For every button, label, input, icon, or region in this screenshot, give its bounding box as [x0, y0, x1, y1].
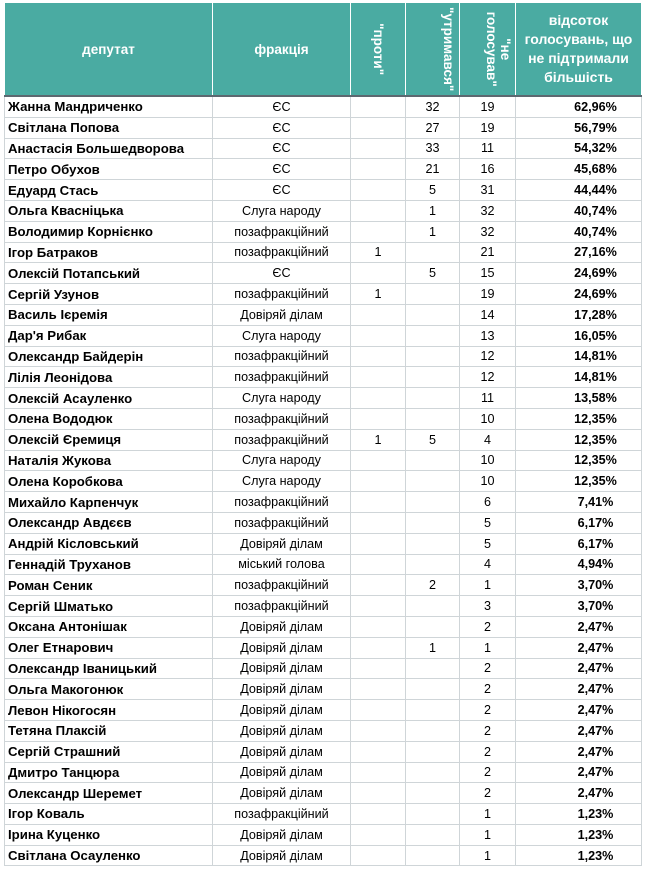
table-row [5, 96, 642, 117]
abstained-cell: 1 [406, 200, 460, 221]
header-against-label: "проти" [371, 23, 387, 76]
deputy-name: Олексій Єремиця [5, 429, 213, 450]
against-cell [351, 824, 406, 845]
percent-cell: 7,41% [516, 492, 642, 513]
against-cell [351, 783, 406, 804]
not-voted-cell: 19 [460, 117, 516, 138]
against-cell [351, 408, 406, 429]
deputy-name: Левон Нікогосян [5, 700, 213, 721]
table-row [5, 284, 642, 305]
deputy-name: Анастасія Большедворова [5, 138, 213, 159]
percent-cell: 1,23% [516, 804, 642, 825]
deputy-name: Олексій Потапський [5, 263, 213, 284]
table-row [5, 117, 642, 138]
percent-cell: 6,17% [516, 512, 642, 533]
faction-cell: позафракційний [213, 596, 351, 617]
faction-cell: Слуга народу [213, 325, 351, 346]
abstained-cell: 27 [406, 117, 460, 138]
percent-cell: 2,47% [516, 616, 642, 637]
percent-cell: 56,79% [516, 117, 642, 138]
table-row [5, 492, 642, 513]
against-cell [351, 554, 406, 575]
against-cell [351, 596, 406, 617]
faction-cell: ЄС [213, 180, 351, 201]
deputy-name: Олександр Байдерін [5, 346, 213, 367]
deputy-name: Михайло Карпенчук [5, 492, 213, 513]
table-body [5, 96, 642, 866]
faction-cell: ЄС [213, 263, 351, 284]
abstained-cell [406, 741, 460, 762]
table-row [5, 616, 642, 637]
deputy-name: Володимир Корнієнко [5, 221, 213, 242]
faction-cell: Довіряй ділам [213, 845, 351, 866]
percent-cell: 2,47% [516, 658, 642, 679]
abstained-cell [406, 304, 460, 325]
percent-cell: 14,81% [516, 367, 642, 388]
table-row [5, 845, 642, 866]
table-row [5, 804, 642, 825]
against-cell [351, 117, 406, 138]
not-voted-cell: 5 [460, 533, 516, 554]
abstained-cell: 5 [406, 429, 460, 450]
table-row [5, 263, 642, 284]
against-cell [351, 575, 406, 596]
deputy-name: Світлана Попова [5, 117, 213, 138]
not-voted-cell: 10 [460, 450, 516, 471]
percent-cell: 1,23% [516, 845, 642, 866]
percent-cell: 2,47% [516, 762, 642, 783]
percent-cell: 4,94% [516, 554, 642, 575]
table-row [5, 450, 642, 471]
against-cell [351, 471, 406, 492]
faction-cell: Довіряй ділам [213, 533, 351, 554]
percent-cell: 2,47% [516, 679, 642, 700]
against-cell: 1 [351, 242, 406, 263]
faction-cell: ЄС [213, 138, 351, 159]
percent-cell: 24,69% [516, 263, 642, 284]
deputy-name: Геннадій Труханов [5, 554, 213, 575]
table-row [5, 367, 642, 388]
abstained-cell: 1 [406, 221, 460, 242]
table-row [5, 138, 642, 159]
percent-cell: 40,74% [516, 221, 642, 242]
percent-cell: 54,32% [516, 138, 642, 159]
abstained-cell: 32 [406, 96, 460, 117]
abstained-cell [406, 408, 460, 429]
deputy-name: Ольга Макогонюк [5, 679, 213, 700]
table-row [5, 408, 642, 429]
abstained-cell: 33 [406, 138, 460, 159]
not-voted-cell: 11 [460, 388, 516, 409]
not-voted-cell: 2 [460, 679, 516, 700]
deputy-name: Петро Обухов [5, 159, 213, 180]
abstained-cell [406, 325, 460, 346]
against-cell [351, 762, 406, 783]
against-cell [351, 346, 406, 367]
abstained-cell [406, 679, 460, 700]
header-not-voted [460, 3, 516, 97]
against-cell [351, 388, 406, 409]
abstained-cell [406, 284, 460, 305]
not-voted-cell: 19 [460, 284, 516, 305]
deputy-name: Олексій Асауленко [5, 388, 213, 409]
deputy-name: Олександр Іваницький [5, 658, 213, 679]
deputy-name: Андрій Кісловський [5, 533, 213, 554]
header-percent-label: відсоток голосувань, що не підтримали більшість [524, 12, 633, 85]
percent-cell: 40,74% [516, 200, 642, 221]
abstained-cell [406, 824, 460, 845]
percent-cell: 6,17% [516, 533, 642, 554]
against-cell [351, 845, 406, 866]
percent-cell: 17,28% [516, 304, 642, 325]
abstained-cell [406, 700, 460, 721]
voting-table [4, 2, 642, 866]
not-voted-cell: 10 [460, 408, 516, 429]
faction-cell: Слуга народу [213, 471, 351, 492]
not-voted-cell: 11 [460, 138, 516, 159]
faction-cell: позафракційний [213, 804, 351, 825]
not-voted-cell: 31 [460, 180, 516, 201]
against-cell [351, 700, 406, 721]
faction-cell: Довіряй ділам [213, 304, 351, 325]
abstained-cell [406, 512, 460, 533]
against-cell [351, 304, 406, 325]
table-row [5, 533, 642, 554]
faction-cell: Довіряй ділам [213, 824, 351, 845]
table-row [5, 741, 642, 762]
deputy-name: Олена Коробкова [5, 471, 213, 492]
deputy-name: Жанна Мандриченко [5, 96, 213, 117]
not-voted-cell: 1 [460, 637, 516, 658]
percent-cell: 24,69% [516, 284, 642, 305]
not-voted-cell: 2 [460, 700, 516, 721]
table-row [5, 596, 642, 617]
against-cell [351, 367, 406, 388]
against-cell [351, 658, 406, 679]
deputy-name: Сергій Страшний [5, 741, 213, 762]
deputy-name: Дар'я Рибак [5, 325, 213, 346]
deputy-name: Оксана Антонішак [5, 616, 213, 637]
table-row [5, 388, 642, 409]
deputy-name: Тетяна Плаксій [5, 720, 213, 741]
percent-cell: 3,70% [516, 596, 642, 617]
abstained-cell [406, 242, 460, 263]
table-row [5, 637, 642, 658]
against-cell: 1 [351, 429, 406, 450]
faction-cell: Слуга народу [213, 388, 351, 409]
against-cell [351, 492, 406, 513]
deputy-name: Дмитро Танцюра [5, 762, 213, 783]
not-voted-cell: 15 [460, 263, 516, 284]
percent-cell: 27,16% [516, 242, 642, 263]
percent-cell: 45,68% [516, 159, 642, 180]
deputy-name: Ігор Коваль [5, 804, 213, 825]
faction-cell: позафракційний [213, 512, 351, 533]
deputy-name: Олег Етнарович [5, 637, 213, 658]
faction-cell: Слуга народу [213, 450, 351, 471]
not-voted-cell: 1 [460, 845, 516, 866]
faction-cell: Довіряй ділам [213, 720, 351, 741]
deputy-name: Наталія Жукова [5, 450, 213, 471]
not-voted-cell: 2 [460, 616, 516, 637]
abstained-cell [406, 658, 460, 679]
abstained-cell [406, 450, 460, 471]
deputy-name: Олександр Шеремет [5, 783, 213, 804]
percent-cell: 1,23% [516, 824, 642, 845]
abstained-cell [406, 804, 460, 825]
not-voted-cell: 1 [460, 804, 516, 825]
not-voted-cell: 2 [460, 741, 516, 762]
not-voted-cell: 32 [460, 200, 516, 221]
against-cell [351, 325, 406, 346]
not-voted-cell: 2 [460, 762, 516, 783]
not-voted-cell: 1 [460, 824, 516, 845]
percent-cell: 2,47% [516, 720, 642, 741]
header-deputy: депутат [5, 3, 213, 97]
header-abstained [406, 3, 460, 97]
faction-cell: Довіряй ділам [213, 658, 351, 679]
against-cell [351, 512, 406, 533]
percent-cell: 2,47% [516, 741, 642, 762]
faction-cell: Довіряй ділам [213, 679, 351, 700]
deputy-name: Сергій Шматько [5, 596, 213, 617]
not-voted-cell: 16 [460, 159, 516, 180]
against-cell [351, 804, 406, 825]
deputy-name: Ольга Квасніцька [5, 200, 213, 221]
abstained-cell: 2 [406, 575, 460, 596]
deputy-name: Світлана Осауленко [5, 845, 213, 866]
abstained-cell: 5 [406, 180, 460, 201]
faction-cell: позафракційний [213, 408, 351, 429]
faction-cell: Слуга народу [213, 200, 351, 221]
against-cell [351, 180, 406, 201]
percent-cell: 12,35% [516, 429, 642, 450]
not-voted-cell: 12 [460, 367, 516, 388]
abstained-cell [406, 845, 460, 866]
abstained-cell [406, 492, 460, 513]
table-row [5, 783, 642, 804]
abstained-cell: 5 [406, 263, 460, 284]
abstained-cell [406, 616, 460, 637]
table-row [5, 242, 642, 263]
faction-cell: Довіряй ділам [213, 700, 351, 721]
table-row [5, 304, 642, 325]
percent-cell: 2,47% [516, 700, 642, 721]
abstained-cell [406, 367, 460, 388]
not-voted-cell: 4 [460, 554, 516, 575]
faction-cell: ЄС [213, 159, 351, 180]
against-cell [351, 200, 406, 221]
table-row [5, 471, 642, 492]
not-voted-cell: 4 [460, 429, 516, 450]
faction-cell: позафракційний [213, 242, 351, 263]
not-voted-cell: 3 [460, 596, 516, 617]
percent-cell: 12,35% [516, 408, 642, 429]
abstained-cell [406, 762, 460, 783]
not-voted-cell: 13 [460, 325, 516, 346]
percent-cell: 12,35% [516, 450, 642, 471]
against-cell [351, 533, 406, 554]
not-voted-cell: 12 [460, 346, 516, 367]
not-voted-cell: 10 [460, 471, 516, 492]
against-cell [351, 159, 406, 180]
deputy-name: Роман Сеник [5, 575, 213, 596]
table-row [5, 824, 642, 845]
table-row [5, 159, 642, 180]
percent-cell: 2,47% [516, 783, 642, 804]
faction-cell: позафракційний [213, 284, 351, 305]
percent-cell: 2,47% [516, 637, 642, 658]
percent-cell: 13,58% [516, 388, 642, 409]
abstained-cell: 1 [406, 637, 460, 658]
against-cell [351, 263, 406, 284]
deputy-name: Олександр Авдєєв [5, 512, 213, 533]
faction-cell: позафракційний [213, 429, 351, 450]
table-row [5, 346, 642, 367]
header-against [351, 3, 406, 97]
faction-cell: міський голова [213, 554, 351, 575]
deputy-name: Едуард Стась [5, 180, 213, 201]
not-voted-cell: 32 [460, 221, 516, 242]
table-row [5, 180, 642, 201]
faction-cell: Довіряй ділам [213, 637, 351, 658]
abstained-cell [406, 720, 460, 741]
not-voted-cell: 2 [460, 783, 516, 804]
not-voted-cell: 19 [460, 96, 516, 117]
faction-cell: позафракційний [213, 346, 351, 367]
against-cell [351, 741, 406, 762]
voting-table-container [4, 2, 641, 866]
table-header-row [5, 3, 642, 97]
deputy-name: Ігор Батраков [5, 242, 213, 263]
deputy-name: Василь Ієремія [5, 304, 213, 325]
faction-cell: Довіряй ділам [213, 762, 351, 783]
percent-cell: 44,44% [516, 180, 642, 201]
table-row [5, 658, 642, 679]
percent-cell: 12,35% [516, 471, 642, 492]
faction-cell: позафракційний [213, 492, 351, 513]
not-voted-cell: 14 [460, 304, 516, 325]
against-cell: 1 [351, 284, 406, 305]
not-voted-cell: 2 [460, 658, 516, 679]
faction-cell: Довіряй ділам [213, 616, 351, 637]
deputy-name: Лілія Леонідова [5, 367, 213, 388]
against-cell [351, 138, 406, 159]
percent-cell: 62,96% [516, 96, 642, 117]
faction-cell: Довіряй ділам [213, 783, 351, 804]
deputy-name: Сергій Узунов [5, 284, 213, 305]
faction-cell: позафракційний [213, 221, 351, 242]
header-abstained-label: "утримався" [441, 7, 457, 92]
abstained-cell [406, 533, 460, 554]
abstained-cell: 21 [406, 159, 460, 180]
table-row [5, 512, 642, 533]
against-cell [351, 637, 406, 658]
table-row [5, 325, 642, 346]
against-cell [351, 720, 406, 741]
against-cell [351, 221, 406, 242]
not-voted-cell: 21 [460, 242, 516, 263]
against-cell [351, 450, 406, 471]
deputy-name: Олена Вододюк [5, 408, 213, 429]
not-voted-cell: 6 [460, 492, 516, 513]
not-voted-cell: 5 [460, 512, 516, 533]
abstained-cell [406, 783, 460, 804]
against-cell [351, 616, 406, 637]
table-row [5, 762, 642, 783]
faction-cell: позафракційний [213, 575, 351, 596]
abstained-cell [406, 346, 460, 367]
table-row [5, 221, 642, 242]
not-voted-cell: 2 [460, 720, 516, 741]
abstained-cell [406, 471, 460, 492]
percent-cell: 14,81% [516, 346, 642, 367]
table-row [5, 700, 642, 721]
header-percent [516, 3, 642, 97]
abstained-cell [406, 388, 460, 409]
faction-cell: ЄС [213, 96, 351, 117]
header-faction: фракція [213, 3, 351, 97]
against-cell [351, 96, 406, 117]
table-row [5, 200, 642, 221]
table-row [5, 575, 642, 596]
faction-cell: ЄС [213, 117, 351, 138]
faction-cell: позафракційний [213, 367, 351, 388]
faction-cell: Довіряй ділам [213, 741, 351, 762]
percent-cell: 3,70% [516, 575, 642, 596]
abstained-cell [406, 596, 460, 617]
against-cell [351, 679, 406, 700]
deputy-name: Ірина Куценко [5, 824, 213, 845]
table-row [5, 554, 642, 575]
table-row [5, 720, 642, 741]
header-not-voted-label: "не голосував" [483, 11, 513, 87]
percent-cell: 16,05% [516, 325, 642, 346]
not-voted-cell: 1 [460, 575, 516, 596]
abstained-cell [406, 554, 460, 575]
table-row [5, 429, 642, 450]
table-row [5, 679, 642, 700]
